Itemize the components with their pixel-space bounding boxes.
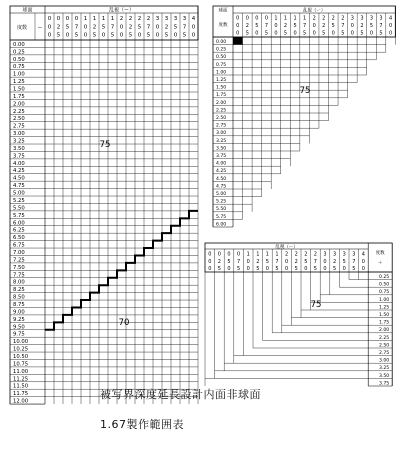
column-header-digit: 1 (92, 16, 97, 22)
region-label-75: 75 (310, 300, 322, 310)
row-label: 11.75 (13, 391, 29, 398)
row-label: 0.50 (216, 55, 227, 61)
column-header-digit: 7 (275, 258, 279, 265)
column-header-digit: 3 (360, 15, 364, 22)
column-header-digit: 0 (350, 30, 354, 37)
column-header-digit: 5 (128, 32, 133, 39)
column-header-digit: 0 (236, 30, 240, 37)
row-label: 2.25 (216, 108, 227, 114)
column-header-digit: 5 (369, 23, 374, 29)
column-header-digit: 2 (312, 15, 316, 22)
row-label: 1.00 (378, 297, 390, 303)
row-label: 3.00 (378, 358, 390, 364)
filled-cell (233, 37, 243, 45)
column-header-digit: 0 (361, 258, 365, 265)
row-label: 6.00 (13, 220, 25, 227)
column-header-digit: 5 (255, 23, 259, 29)
column-header-digit: 5 (264, 30, 269, 37)
column-header-digit: 0 (74, 16, 79, 22)
row-label: 2.00 (378, 328, 390, 334)
row-label: 7.50 (13, 264, 25, 271)
row-label: 4.75 (13, 183, 25, 190)
row-label: 6.00 (216, 222, 227, 228)
column-header-digit: 5 (333, 266, 337, 273)
column-header-digit: 0 (83, 32, 88, 39)
row-label: 2.50 (13, 116, 25, 123)
column-header-digit: 0 (47, 16, 52, 22)
column-header-digit: 7 (352, 258, 356, 265)
row-label: 5.25 (216, 199, 227, 205)
row-label: 2.75 (378, 351, 390, 356)
column-header-digit: 4 (191, 16, 196, 22)
header-cylinder: 乱視（ー） (302, 8, 326, 14)
column-header-digit: 0 (119, 24, 124, 31)
column-header-digit: 2 (283, 23, 288, 29)
row-label: 5.00 (216, 192, 227, 197)
row-label: 3.50 (13, 145, 25, 152)
region-label-75: 75 (299, 86, 311, 96)
column-header-digit: 2 (294, 251, 298, 258)
column-header-digit: 3 (182, 16, 187, 22)
column-header-digit: 5 (74, 32, 79, 39)
column-header-digit: 2 (304, 251, 308, 258)
row-label: 1.25 (216, 78, 227, 83)
column-header-digit: 0 (323, 258, 327, 265)
row-label: 0.75 (378, 290, 390, 296)
column-header-digit: 0 (264, 15, 269, 22)
column-header-digit: 3 (350, 15, 354, 22)
row-label: 4.00 (13, 160, 25, 167)
column-header-digit: 0 (137, 32, 142, 39)
column-header-digit: 2 (322, 15, 326, 22)
row-label: 1.75 (378, 320, 390, 326)
column-header-digit: 0 (47, 24, 52, 31)
row-label: 10.50 (13, 353, 29, 360)
row-label: 0.50 (13, 56, 25, 63)
header-cylinder: 乱視（ー） (108, 7, 135, 14)
column-header-digit: 0 (293, 30, 297, 37)
region-label-75: 75 (99, 140, 111, 150)
row-label: 3.00 (13, 131, 25, 138)
column-header-digit: 2 (285, 251, 289, 258)
column-header-digit: 1 (83, 16, 88, 22)
row-label: 10.25 (13, 346, 29, 353)
column-header-digit: 2 (322, 23, 326, 29)
column-header-digit: 7 (379, 23, 383, 29)
row-label: 2.50 (378, 343, 390, 349)
column-header-digit: 5 (56, 32, 61, 39)
row-label: 12.00 (13, 398, 29, 405)
column-header-digit: 1 (274, 15, 278, 22)
row-label: 3.25 (216, 138, 227, 144)
column-header-digit: 5 (227, 258, 231, 265)
column-header-digit: 5 (304, 258, 308, 265)
row-label: 1.50 (216, 85, 227, 91)
column-header-digit: 5 (293, 23, 297, 29)
column-header-digit: 0 (155, 32, 160, 39)
column-header-digit: 5 (182, 32, 187, 39)
column-header-digit: 5 (379, 30, 383, 37)
column-header-digit: 2 (128, 16, 133, 22)
column-header-digit: 0 (191, 24, 196, 31)
column-header-digit: 5 (65, 24, 70, 31)
column-header-digit: 5 (256, 266, 260, 273)
row-label: 5.50 (13, 205, 25, 212)
row-label: 1.75 (216, 93, 227, 99)
row-label: 5.00 (13, 190, 25, 197)
column-header-digit: 3 (173, 16, 178, 22)
row-label: 2.00 (216, 100, 227, 106)
column-header-digit: 0 (369, 30, 374, 37)
column-header-digit: 2 (256, 258, 260, 265)
column-header-digit: 0 (350, 23, 354, 29)
row-label: 1.00 (216, 70, 227, 76)
column-header-digit: 1 (293, 15, 297, 22)
column-header-digit: 1 (283, 15, 288, 22)
column-header-digit: 3 (342, 251, 346, 258)
column-header-digit: 0 (155, 24, 160, 31)
row-label: 4.00 (216, 161, 227, 167)
column-header-digit: 3 (164, 16, 169, 22)
row-label: 8.50 (13, 294, 25, 301)
column-header-digit: 7 (264, 23, 269, 29)
row-label: 5.25 (13, 197, 25, 204)
column-header-digit: 2 (313, 251, 317, 258)
column-header-digit: 0 (274, 23, 278, 29)
row-label: 2.00 (13, 101, 25, 108)
column-header-digit: 0 (47, 32, 52, 39)
row-label: 1.75 (13, 93, 25, 100)
row-label: 4.75 (216, 184, 227, 190)
row-label: 0.25 (378, 275, 390, 280)
column-header-digit: 0 (246, 266, 250, 273)
column-header-digit: 5 (342, 258, 346, 265)
column-header-digit: 0 (208, 266, 212, 273)
column-header-digit: 7 (341, 23, 345, 29)
column-header-digit: 5 (294, 266, 298, 273)
row-label: 4.50 (216, 176, 227, 182)
column-header-digit: 5 (173, 24, 178, 31)
column-header-digit: 7 (237, 258, 241, 265)
column-header-digit: 1 (256, 251, 260, 258)
column-header-digit: 0 (312, 23, 316, 29)
column-header-digit: 1 (246, 251, 250, 258)
column-header-digit: 5 (92, 32, 97, 39)
caption-subtitle: 1.67製作範囲表 (100, 418, 184, 431)
column-header-digit: 3 (352, 251, 356, 258)
column-header-digit: 0 (227, 251, 231, 258)
column-header-digit: 2 (146, 16, 151, 22)
column-header-digit: 0 (323, 266, 327, 273)
column-header-digit: 7 (110, 24, 115, 31)
row-label: 4.50 (13, 175, 25, 182)
row-label: 7.25 (13, 257, 25, 264)
row-label: 3.75 (216, 154, 227, 159)
column-header-digit: 5 (275, 266, 279, 273)
column-header-digit: 5 (313, 266, 317, 273)
column-header-digit: 2 (245, 23, 249, 29)
column-header-digit: 2 (119, 16, 124, 22)
table-main (10, 6, 199, 407)
column-header-digit: 5 (137, 24, 142, 31)
row-label: 6.25 (13, 227, 25, 234)
row-label: 3.50 (378, 373, 390, 379)
column-header-digit: 3 (333, 251, 337, 258)
row-label: 3.00 (216, 131, 227, 137)
row-label: 0.25 (216, 47, 227, 53)
column-header-digit: 0 (56, 16, 61, 22)
row-label: 1.50 (13, 86, 25, 93)
column-header-digit: 7 (182, 24, 187, 31)
row-label: 3.25 (378, 366, 390, 372)
column-header-digit: 0 (361, 266, 365, 273)
column-header-digit: 0 (246, 258, 250, 265)
column-header-digit: 0 (208, 258, 212, 265)
row-label: 3.75 (378, 381, 390, 387)
column-header-digit: 1 (303, 15, 307, 22)
row-label: 0.00 (216, 40, 227, 45)
row-label: 9.25 (13, 316, 25, 323)
column-header-digit: 0 (304, 266, 308, 273)
column-header-digit: 0 (388, 30, 393, 37)
row-label: 0.50 (378, 282, 390, 288)
column-header-digit: 2 (92, 24, 97, 31)
column-header-digit: 0 (208, 251, 212, 258)
row-label: 6.75 (13, 242, 25, 249)
row-label: 10.00 (13, 339, 29, 346)
column-header-digit: 0 (274, 30, 278, 37)
column-header-digit: 2 (217, 258, 221, 265)
column-header-digit: 2 (164, 24, 169, 31)
column-header-digit: 5 (110, 32, 115, 39)
header-power: 度数 (218, 23, 228, 28)
column-header-digit: 2 (333, 258, 337, 265)
row-label: 6.50 (13, 235, 25, 242)
row-label: 5.75 (13, 212, 25, 219)
header-sphere: 球面 (218, 8, 228, 14)
row-label: 8.25 (13, 287, 25, 294)
column-header-digit: 0 (255, 15, 259, 22)
column-header-digit: 5 (146, 32, 151, 39)
column-header-digit: 1 (275, 251, 279, 258)
row-label: 9.50 (13, 324, 25, 331)
row-label: 0.75 (216, 62, 227, 68)
column-header-digit: 0 (331, 30, 335, 37)
row-label: 0.00 (13, 41, 25, 48)
column-header-digit: 0 (285, 266, 289, 273)
row-label: 0.75 (13, 64, 25, 71)
column-header-digit: 0 (285, 258, 289, 265)
row-label: 3.75 (13, 153, 25, 160)
column-header-digit: 0 (312, 30, 316, 37)
header-power: 度数 (16, 25, 28, 31)
column-header-digit: 0 (101, 32, 106, 39)
column-header-digit: 5 (360, 30, 364, 37)
column-header-digit: 3 (369, 15, 374, 22)
column-header-digit: 0 (83, 24, 88, 31)
row-label: 9.75 (13, 331, 25, 338)
row-label: 4.25 (13, 168, 25, 175)
row-label: 1.00 (13, 71, 25, 78)
row-label: 2.25 (13, 108, 25, 115)
header-sign: ー (37, 25, 43, 31)
column-header-digit: 5 (101, 24, 106, 31)
column-header-digit: 7 (146, 24, 151, 31)
header-power: 度数 (375, 251, 385, 256)
column-header-digit: 0 (65, 16, 70, 22)
row-label: 3.50 (216, 146, 227, 152)
column-header-digit: 7 (303, 23, 307, 29)
column-header-digit: 0 (227, 266, 231, 273)
column-header-digit: 3 (379, 15, 383, 22)
column-header-digit: 0 (65, 32, 70, 39)
column-header-digit: 2 (341, 15, 345, 22)
caption-title: 被写界深度延長設計内面非球面 (100, 388, 261, 401)
row-label: 11.25 (13, 376, 29, 383)
column-header-digit: 5 (265, 258, 269, 265)
row-label: 10.75 (13, 361, 29, 368)
column-header-digit: 5 (331, 23, 335, 29)
column-header-digit: 0 (236, 23, 240, 29)
column-header-digit: 4 (388, 15, 393, 22)
row-label: 5.50 (216, 207, 227, 213)
table-lower-right (205, 243, 392, 386)
row-label: 7.00 (13, 249, 25, 256)
column-header-digit: 1 (110, 16, 115, 22)
header-cylinder: 乱視（ー） (275, 245, 298, 250)
column-header-digit: 1 (101, 16, 106, 22)
column-header-digit: 5 (303, 30, 307, 37)
row-label: 1.50 (378, 313, 390, 318)
column-header-digit: 0 (245, 15, 249, 22)
row-label: 3.25 (13, 138, 25, 145)
row-label: 1.25 (378, 305, 390, 311)
row-label: 5.75 (216, 214, 227, 220)
row-label: 8.00 (13, 279, 25, 286)
column-header-digit: 2 (56, 24, 61, 31)
column-header-digit: 0 (191, 32, 196, 39)
column-header-digit: 1 (265, 251, 269, 258)
row-label: 4.25 (216, 169, 227, 175)
row-label: 2.75 (216, 123, 227, 129)
row-label: 11.50 (13, 383, 29, 390)
column-header-digit: 0 (255, 30, 259, 37)
row-label: 8.75 (13, 301, 25, 308)
column-header-digit: 7 (74, 24, 79, 31)
row-label: 1.25 (13, 79, 25, 86)
row-label: 2.50 (216, 116, 227, 121)
column-header-digit: 0 (236, 15, 240, 22)
column-header-digit: 5 (341, 30, 345, 37)
column-header-digit: 3 (155, 16, 160, 22)
column-header-digit: 2 (128, 24, 133, 31)
table-upper-right (213, 6, 395, 227)
column-header-digit: 0 (388, 23, 393, 29)
column-header-digit: 2 (137, 16, 142, 22)
row-label: 0.25 (13, 49, 25, 56)
row-label: 2.25 (378, 335, 390, 341)
region-label-70: 70 (118, 318, 130, 328)
column-header-digit: 4 (361, 251, 365, 258)
column-header-digit: 0 (342, 266, 346, 273)
row-label: 7.75 (13, 272, 25, 279)
header-sign: ＋ (377, 261, 383, 266)
column-header-digit: 0 (237, 251, 241, 258)
column-header-digit: 5 (352, 266, 356, 273)
column-header-digit: 5 (322, 30, 326, 37)
column-header-digit: 0 (265, 266, 269, 273)
row-label: 11.00 (13, 368, 29, 375)
column-header-digit: 0 (119, 32, 124, 39)
column-header-digit: 0 (173, 32, 178, 39)
column-header-digit: 2 (294, 258, 298, 265)
header-sphere: 球面 (22, 7, 33, 14)
column-header-digit: 5 (164, 32, 169, 39)
column-header-digit: 2 (360, 23, 364, 29)
row-label: 2.75 (13, 123, 25, 130)
column-header-digit: 3 (323, 251, 327, 258)
column-header-digit: 7 (313, 258, 317, 265)
column-header-digit: 0 (217, 251, 221, 258)
column-header-digit: 2 (331, 15, 335, 22)
column-header-digit: 5 (217, 266, 221, 273)
column-header-digit: 5 (245, 30, 249, 37)
row-label: 9.00 (13, 309, 25, 316)
column-header-digit: 5 (283, 30, 288, 37)
column-header-digit: 5 (237, 266, 241, 273)
